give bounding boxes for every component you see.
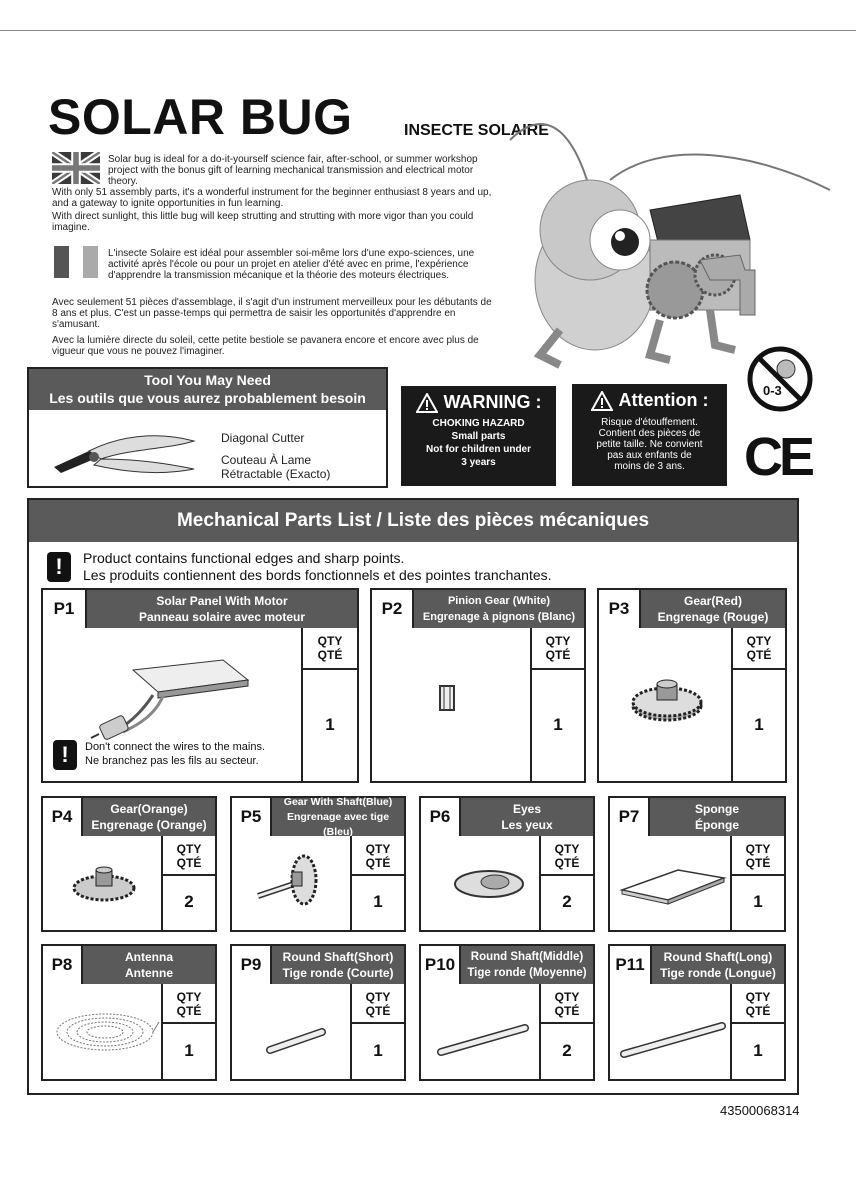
part-name-fr: Tige ronde (Moyenne) <box>467 967 587 979</box>
intro-en-p3: With direct sunlight, this little bug will keep strutting and strutting with more vigor than you could imagine. <box>52 211 474 233</box>
sponge-image <box>618 864 728 908</box>
product-code: 43500068314 <box>720 1103 800 1118</box>
part-card-p11 <box>608 944 786 1081</box>
part-name-en: Eyes <box>512 802 542 816</box>
part-card-p6 <box>419 796 595 932</box>
part-name-en: Round Shaft(Short) <box>282 950 394 964</box>
part-qty: 1 <box>753 1040 763 1060</box>
part-name-fr: Tige ronde (Longue) <box>660 966 776 980</box>
not-for-0-3-years-icon <box>746 345 814 413</box>
part-name-fr: Engrenage (Orange) <box>91 818 207 832</box>
warning-fr-line3: petite taille. Ne convient <box>596 439 703 450</box>
tool-knife-line1: Couteau À Lame <box>221 453 312 467</box>
part-name-fr: Tige ronde (Courte) <box>282 966 394 980</box>
solar-bug-illustration <box>500 80 840 380</box>
part-name-fr: Engrenage avec tige (Bleu) <box>286 810 390 838</box>
part-name-en: Gear(Orange) <box>110 802 188 816</box>
notice-en: Product contains functional edges and sharp points. <box>83 550 405 566</box>
qty-label-en: QTY <box>365 842 391 856</box>
exclamation-icon: ! <box>53 740 77 770</box>
orange-gear-image <box>69 856 139 906</box>
pinion-gear-image <box>432 680 462 720</box>
ce-mark: CE <box>744 427 812 487</box>
top-rule <box>0 30 856 31</box>
qty-label-en: QTY <box>554 990 580 1004</box>
warning-box-en <box>401 386 556 486</box>
qty-label-en: QTY <box>745 990 771 1004</box>
qty-label-en: QTY <box>545 634 571 648</box>
part-name-fr: Engrenage (Rouge) <box>657 610 769 624</box>
p1-warning-en: Don't connect the wires to the mains. <box>85 741 266 753</box>
long-round-shaft-image <box>616 1020 730 1060</box>
warning-en-line4: 3 years <box>461 457 496 468</box>
diagonal-cutter-icon <box>49 429 199 479</box>
qty-label-en: QTY <box>176 842 202 856</box>
warning-title-en: WARNING : <box>443 392 542 412</box>
page-subtitle: INSECTE SOLAIRE <box>404 122 549 139</box>
fr-flag-icon <box>54 246 98 278</box>
part-name-en: Pinion Gear (White) <box>447 595 551 607</box>
part-name-en: Gear(Red) <box>683 594 742 608</box>
warning-title-fr: Attention : <box>618 390 709 410</box>
part-qty: 2 <box>562 1040 572 1060</box>
part-qty: 1 <box>325 714 335 734</box>
part-card-p5 <box>230 796 406 932</box>
qty-label-fr: QTÉ <box>365 856 391 870</box>
parts-list-title: Mechanical Parts List / Liste des pièces mécaniques <box>29 500 797 542</box>
intro-en-p1: Solar bug is ideal for a do-it-yourself science fair, after-school, or summer workshop project with the bonus gift of learning mechanical transmission and electrical motor theory. <box>108 154 478 187</box>
qty-label-fr: QTÉ <box>745 1004 771 1018</box>
qty-label-fr: QTÉ <box>317 648 343 662</box>
warning-triangle-icon <box>416 393 438 413</box>
part-qty: 1 <box>184 1040 194 1060</box>
intro-fr-p3: Avec la lumière directe du soleil, cette petite bestiole se pavanera encore et encore avec plus de vigueur que vous ne pouvez l'imaginer. <box>52 335 479 357</box>
part-qty: 1 <box>373 892 383 911</box>
part-id: P5 <box>232 798 272 836</box>
p1-warning-fr: Ne branchez pas les fils au secteur. <box>85 755 259 767</box>
qty-label-fr: QTÉ <box>745 856 771 870</box>
part-name-fr: Les yeux <box>501 818 553 832</box>
qty-label-fr: QTÉ <box>365 1004 391 1018</box>
tools-title-fr: Les outils que vous aurez probablement besoin <box>49 390 366 406</box>
page-title: SOLAR BUG <box>48 89 353 145</box>
warning-fr-line4: pas aux enfants de <box>607 450 692 461</box>
qty-label-fr: QTÉ <box>554 856 580 870</box>
part-name-fr: Engrenage à pignons (Blanc) <box>422 611 576 623</box>
part-name-fr: Éponge <box>695 818 739 832</box>
part-name-en: Round Shaft(Middle) <box>470 951 584 963</box>
qty-label-fr: QTÉ <box>554 1004 580 1018</box>
part-qty: 1 <box>754 714 764 734</box>
part-name-en: Round Shaft(Long) <box>663 950 773 964</box>
solar-panel-with-motor-image <box>43 630 303 740</box>
qty-label-en: QTY <box>554 842 580 856</box>
part-id: P7 <box>610 798 650 836</box>
qty-label-en: QTY <box>176 990 202 1004</box>
part-id: P10 <box>421 946 461 984</box>
uk-flag-icon <box>52 152 100 184</box>
tool-knife-line2: Rétractable (Exacto) <box>221 467 331 481</box>
part-card-p2 <box>370 588 586 783</box>
qty-label-fr: QTÉ <box>746 648 772 662</box>
intro-fr-p2: Avec seulement 51 pièces d'assemblage, il s'agit d'un instrument merveilleux pour les débutants de 8 ans et plus. C'est un passe-temps qui permettra de saisir les opportunités d'apprendre en s'amusant. <box>52 297 492 330</box>
part-qty: 2 <box>562 892 572 911</box>
part-card-p8 <box>41 944 217 1081</box>
part-card-p1 <box>41 588 359 783</box>
qty-label-fr: QTÉ <box>176 856 202 870</box>
warning-en-line1: CHOKING HAZARD <box>432 418 525 429</box>
part-card-p9 <box>230 944 406 1081</box>
part-id: P2 <box>372 590 414 628</box>
tools-panel <box>27 367 388 488</box>
part-qty: 1 <box>753 892 763 911</box>
warning-fr-line2: Contient des pièces de <box>598 428 701 439</box>
tool-diagonal-cutter: Diagonal Cutter <box>221 431 305 445</box>
part-id: P4 <box>43 798 83 836</box>
qty-label-en: QTY <box>365 990 391 1004</box>
part-name-en: Solar Panel With Motor <box>156 594 288 608</box>
part-card-p7 <box>608 796 786 932</box>
gear-with-shaft-image <box>254 852 334 912</box>
part-card-p10 <box>419 944 595 1081</box>
part-id: P8 <box>43 946 83 984</box>
part-id: P3 <box>599 590 641 628</box>
part-id: P11 <box>610 946 652 984</box>
part-id: P1 <box>43 590 87 628</box>
part-name-fr: Antenne <box>125 966 173 980</box>
part-id: P6 <box>421 798 461 836</box>
warning-en-line2: Small parts <box>451 431 506 442</box>
intro-en-p2: With only 51 assembly parts, it's a wonderful instrument for the beginner enthusiast 8 years and up, and a gateway to ignite opportunities in fun learning. <box>52 187 492 209</box>
notice-fr: Les produits contiennent des bords fonctionnels et des pointes tranchantes. <box>83 567 552 583</box>
part-qty: 1 <box>553 714 563 734</box>
intro-fr-p1: L'insecte Solaire est idéal pour assembler soi-même lors d'une expo-sciences, une activité après l'école ou pour un projet en atelier d'été avec en prime, l'expérience d'apprendre la transmission mécanique et la théorie des moteurs électriques. <box>108 248 475 281</box>
antenna-coil-image <box>51 1010 161 1054</box>
exclamation-icon: ! <box>47 552 71 582</box>
warning-fr-line1: Risque d'étouffement. <box>601 417 698 428</box>
short-round-shaft-image <box>262 1026 332 1056</box>
eyes-image <box>451 862 527 902</box>
qty-label-fr: QTÉ <box>176 1004 202 1018</box>
part-name-fr: Panneau solaire avec moteur <box>138 610 306 624</box>
part-id: P9 <box>232 946 272 984</box>
red-gear-image <box>627 670 707 730</box>
part-name-en: Antenna <box>125 950 173 964</box>
qty-label-fr: QTÉ <box>545 648 571 662</box>
warning-triangle-icon <box>591 391 613 411</box>
warning-en-line3: Not for children under <box>426 444 531 455</box>
part-name-en: Gear With Shaft(Blue) <box>283 795 393 808</box>
warning-box-fr <box>572 384 727 486</box>
qty-label-en: QTY <box>746 634 772 648</box>
age-label: 0-3 <box>763 383 782 398</box>
part-card-p3 <box>597 588 787 783</box>
middle-round-shaft-image <box>433 1020 533 1060</box>
qty-label-en: QTY <box>745 842 771 856</box>
part-name-en: Sponge <box>695 802 739 816</box>
part-card-p4 <box>41 796 217 932</box>
part-qty: 2 <box>184 892 194 911</box>
warning-fr-line5: moins de 3 ans. <box>614 461 685 472</box>
qty-label-en: QTY <box>317 634 343 648</box>
parts-list-panel <box>27 498 799 1095</box>
tools-header <box>29 369 386 410</box>
tools-title-en: Tool You May Need <box>144 372 271 388</box>
part-qty: 1 <box>373 1040 383 1060</box>
